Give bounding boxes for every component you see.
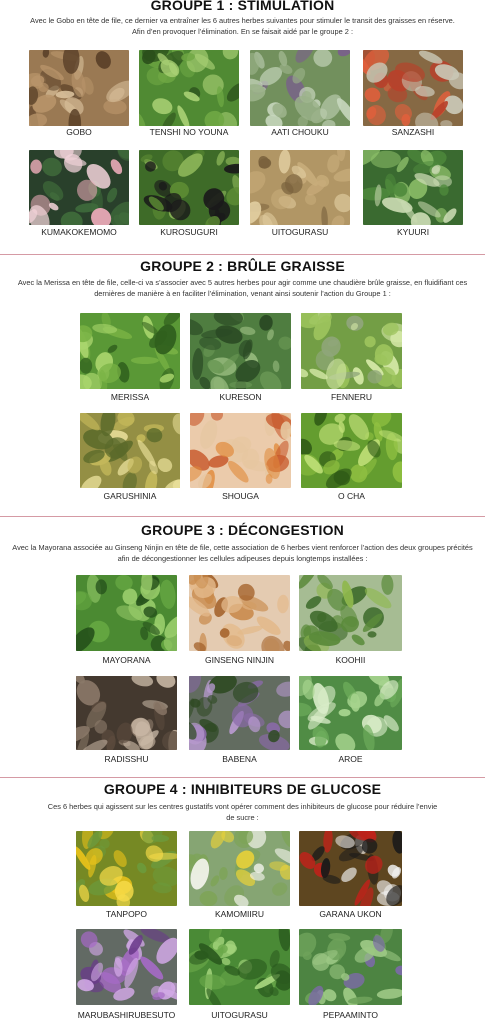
group-4-title: GROUPE 4 : INHIBITEURS DE GLUCOSE (103, 781, 382, 797)
herb-label: RADISSHU (104, 754, 149, 764)
herb-tile (76, 575, 177, 672)
herb-label: FENNERU (330, 392, 373, 402)
herb-label: UITOGURASU (211, 1010, 268, 1020)
group-2-title: GROUPE 2 : BRÛLE GRAISSE (140, 258, 345, 274)
herb-label: GOBO (66, 127, 92, 137)
purple-verbena-photo (189, 676, 290, 750)
herb-label: SHOUGA (222, 491, 259, 501)
green-tea-leaves-photo (301, 413, 402, 488)
watercress-leaves-photo (190, 313, 291, 389)
yellow-dandelions-photo (76, 831, 177, 906)
herb-tile (299, 929, 402, 1027)
herb-label: O CHA (338, 491, 365, 501)
herb-tile (76, 929, 177, 1027)
herb-label: BABENA (222, 754, 257, 764)
herb-tile (189, 575, 290, 672)
herb-label: GINSENG NINJIN (205, 655, 274, 665)
herb-tile (299, 676, 402, 771)
ginger-roots-photo (190, 413, 291, 488)
herb-tile (139, 50, 239, 144)
pink-bell-flowers-photo (29, 150, 129, 225)
herb-tile (250, 50, 350, 144)
ginseng-roots-photo (189, 575, 290, 651)
group-1-description: Avec le Gobo en tête de file, ce dernier va entraîner les 6 autres herbes suivantes pour stimuler le transit des graisses en réserve. Afin d’en provoquer l’élimination. En se faisait aidé par le groupe 2 : (30, 16, 455, 36)
herb-tile (189, 831, 290, 926)
group-3-title: GROUPE 3 : DÉCONGESTION (141, 522, 344, 538)
group-divider-3 (0, 777, 485, 778)
black-currants-photo (139, 150, 239, 225)
fennel-fronds-photo (301, 313, 402, 389)
leafy-green-plant-photo (139, 50, 239, 126)
herb-tile (80, 313, 180, 409)
herb-label: KUROSUGURI (160, 227, 218, 237)
group-2-description: Avec la Merissa en tête de file, celle-ci va s’associer avec 5 autres herbes pour agir comme une chaudière brûle graisse, en fluidifiant ces dernières de manière à en faciliter l’élimination, venant ainsi soutenir l’action du Groupe 1 : (17, 278, 468, 298)
herb-tile (299, 831, 402, 926)
herb-tile (299, 575, 402, 672)
marjoram-leaves-photo (76, 575, 177, 651)
herb-tile (250, 150, 350, 244)
dried-grass-stems-photo (250, 150, 350, 225)
herb-label: SANZASHI (391, 127, 435, 137)
herb-tile (29, 150, 129, 244)
herb-label: MARUBASHIRUBESUTO (77, 1010, 176, 1020)
herb-tile (189, 676, 290, 771)
gnarled-roots-photo (29, 50, 129, 126)
herb-tile (301, 413, 402, 508)
herb-label: GARUSHINIA (103, 491, 157, 501)
purple-mallow-flower-photo (76, 929, 177, 1005)
herb-tile (301, 313, 402, 409)
herb-tile (190, 313, 291, 409)
herb-label: KURESON (219, 392, 262, 402)
herb-tile (139, 150, 239, 244)
artichoke-plant-photo (250, 50, 350, 126)
herb-label: PEPAAMINTO (323, 1010, 378, 1020)
herb-tile (363, 150, 463, 244)
group-1-title: GROUPE 1 : STIMULATION (150, 0, 335, 13)
red-berries-photo (363, 50, 463, 126)
guarana-fruits-photo (299, 831, 402, 906)
herb-label: AROE (338, 754, 363, 764)
herb-label: MAYORANA (102, 655, 151, 665)
herb-label: KYUURI (396, 227, 430, 237)
herb-tile (189, 929, 290, 1027)
group-3-description: Avec la Mayorana associée au Ginseng Ninjin en tête de file, cette association de 6 herbes vient renforcer l’action des deux groupes précités afin de décongestionner les cellules adipeuses depuis longtemps installées : (12, 543, 473, 563)
group-divider-1 (0, 254, 485, 255)
herb-label: AATI CHOUKU (271, 127, 329, 137)
herb-tile (29, 50, 129, 144)
coffee-cherries-photo (299, 575, 402, 651)
aloe-plant-photo (299, 676, 402, 750)
herb-tile (190, 413, 291, 508)
herb-label: TENSHI NO YOUNA (149, 127, 229, 137)
herb-label: TANPOPO (106, 909, 147, 919)
herb-label: UITOGURASU (271, 227, 329, 237)
herb-label: KAMOMIIRU (214, 909, 265, 919)
white-chamomile-photo (189, 831, 290, 906)
tall-grass-photo (189, 929, 290, 1005)
herb-tile (80, 413, 180, 508)
herb-label: KOOHII (335, 655, 366, 665)
herb-label: KUMAKOKEMOMO (41, 227, 117, 237)
radish-tubers-photo (76, 676, 177, 750)
group-4-description: Ces 6 herbes qui agissent sur les centres gustatifs vont opérer comment des inhibiteurs de glucose pour réduire l’envie de sucre : (47, 802, 438, 822)
cucumber-vine-photo (363, 150, 463, 225)
group-divider-2 (0, 516, 485, 517)
herb-tile (76, 676, 177, 771)
lemon-balm-leaves-photo (80, 313, 180, 389)
herb-tile (363, 50, 463, 144)
herb-label: GARANA UKON (319, 909, 382, 919)
garcinia-fruits-photo (80, 413, 180, 488)
mint-plants-photo (299, 929, 402, 1005)
herb-label: MERISSA (110, 392, 150, 402)
herb-tile (76, 831, 177, 926)
